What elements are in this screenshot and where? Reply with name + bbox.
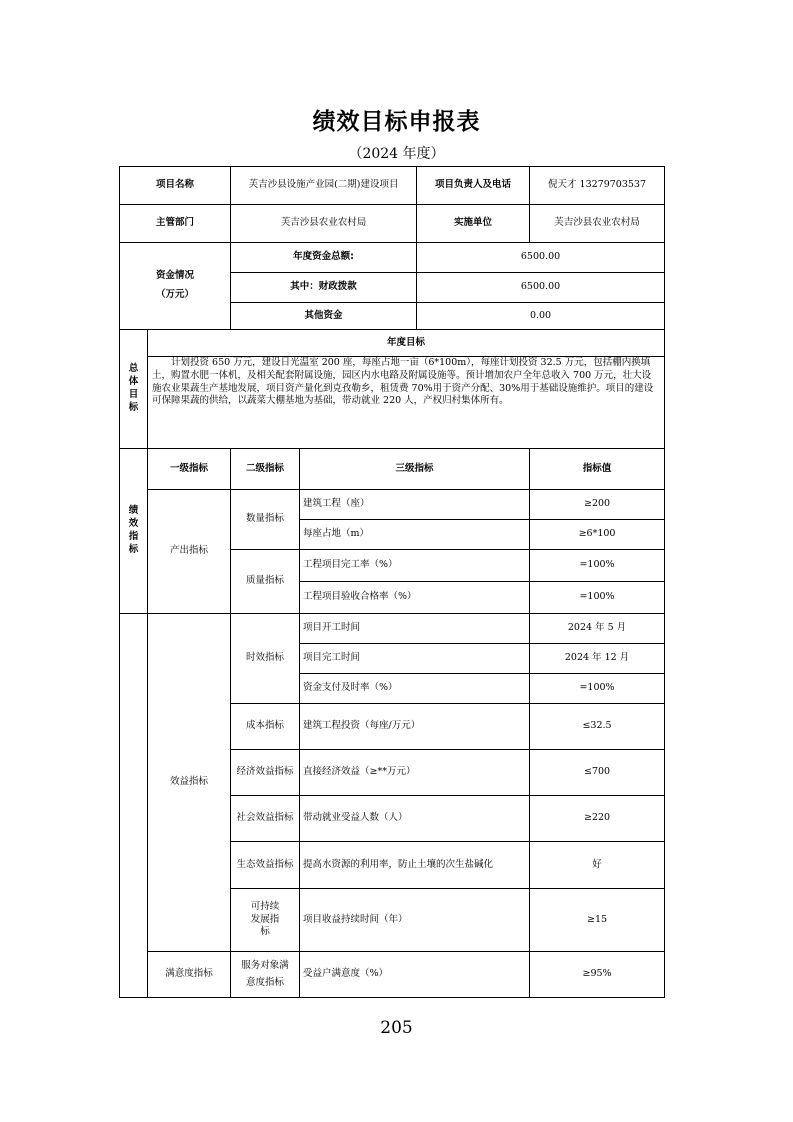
social-indicator-label: 社会效益指标 <box>231 796 300 842</box>
page-subtitle: （2024 年度） <box>348 146 445 162</box>
indicator-side-char: 绩 <box>128 505 139 517</box>
implementing-unit-label: 实施单位 <box>417 205 530 243</box>
department-row <box>120 205 665 243</box>
annual-goal-paragraph: 计划投资 650 万元，建设日光温室 200 座，每座占地一亩（6*100m），每座计划投资 32.5 万元，包括棚内换填土，购置水肥一体机，及相关配套附属设施，园区内水电路及附属设施等。预计增加农户全年总收入 700 万元，壮大设施农业果蔬生产基地发展，项目资产量化到克孜勒乡，租赁费 70%用于资产分配、30%用于基础设施维护。项目的建设可保障果蔬的供给，以蔬菜大棚基地为基础，带动就业 220 人，产权归村集体所有。 <box>152 357 654 407</box>
indicator-name: 工程项目完工率（%） <box>300 550 530 582</box>
project-leader-label: 项目负责人及电话 <box>417 167 530 205</box>
header-level2: 二级指标 <box>231 449 300 490</box>
satisfaction-indicator-label: 满意度指标 <box>148 952 231 998</box>
indicator-value: ≥6*100 <box>530 520 665 550</box>
project-name-row <box>120 167 665 205</box>
table-row <box>120 614 665 644</box>
quality-indicator-label: 质量指标 <box>231 550 300 614</box>
goal-side-char: 体 <box>128 376 139 388</box>
department-value: 芙吉沙县农业农村局 <box>231 205 417 243</box>
implementing-unit-value: 芙吉沙县农业农村局 <box>530 205 665 243</box>
indicator-value: =100% <box>530 582 665 614</box>
goal-side-char: 目 <box>128 389 139 400</box>
sustainable-indicator-label: 可持续发展指标 <box>231 889 300 952</box>
indicator-value: ≥220 <box>530 796 665 842</box>
table-row <box>120 952 665 998</box>
output-indicator-label: 产出指标 <box>148 490 231 614</box>
service-satisfaction-label: 服务对象满意度指标 <box>231 952 300 998</box>
indicator-name: 带动就业受益人数（人） <box>300 796 530 842</box>
indicator-name: 建筑工程投资（每座/万元） <box>300 704 530 750</box>
indicator-name: 工程项目验收合格率（%） <box>300 582 530 614</box>
indicator-value: ≤32.5 <box>530 704 665 750</box>
ecological-indicator-label: 生态效益指标 <box>231 842 300 889</box>
goal-side-char: 标 <box>128 401 139 413</box>
funds-total-value: 6500.00 <box>417 243 665 273</box>
indicator-name: 建筑工程（座） <box>300 490 530 520</box>
economic-indicator-label: 经济效益指标 <box>231 750 300 796</box>
indicator-side-blank <box>120 614 148 998</box>
quantity-indicator-label: 数量指标 <box>231 490 300 550</box>
funds-label-line2: （万元） <box>156 289 195 300</box>
performance-goal-table <box>119 166 665 998</box>
department-label: 主管部门 <box>120 205 231 243</box>
indicator-value: ≥15 <box>530 889 665 952</box>
page-title: 绩效目标申报表 <box>312 109 481 135</box>
indicator-name: 每座占地（m） <box>300 520 530 550</box>
indicator-value: ≥200 <box>530 490 665 520</box>
indicator-name: 提高水资源的利用率，防止土壤的次生盐碱化 <box>300 842 530 889</box>
indicator-name: 项目完工时间 <box>300 644 530 674</box>
annual-goal-text <box>148 357 665 449</box>
header-level3: 三级指标 <box>300 449 530 490</box>
goal-side-char: 总 <box>128 363 139 375</box>
indicator-value: 2024 年 5 月 <box>530 614 665 644</box>
benefit-indicator-label: 效益指标 <box>148 614 231 952</box>
indicator-value: =100% <box>530 674 665 704</box>
indicator-side-char: 标 <box>128 543 139 555</box>
indicator-name: 受益户满意度（%） <box>300 952 530 998</box>
indicator-name: 项目收益持续时间（年） <box>300 889 530 952</box>
indicator-value: ≥95% <box>530 952 665 998</box>
indicator-side-char: 效 <box>128 518 139 530</box>
funds-other-value: 0.00 <box>417 303 665 330</box>
performance-indicator-side-label <box>120 449 148 614</box>
goal-header-row <box>120 330 665 357</box>
funds-other-label: 其他资金 <box>231 303 417 330</box>
indicator-value: =100% <box>530 550 665 582</box>
indicator-name: 资金支付及时率（%） <box>300 674 530 704</box>
funds-label-line1: 资金情况 <box>156 270 195 282</box>
indicator-value: ≤700 <box>530 750 665 796</box>
indicator-side-char: 指 <box>128 531 139 542</box>
project-leader-value: 倪天才 13279703537 <box>530 167 665 205</box>
indicator-name: 直接经济效益（≥**万元） <box>300 750 530 796</box>
timeliness-indicator-label: 时效指标 <box>231 614 300 704</box>
indicator-name: 项目开工时间 <box>300 614 530 644</box>
indicator-header-row <box>120 449 665 490</box>
project-name-value: 芙吉沙县设施产业园(二期)建设项目 <box>231 167 417 205</box>
header-value: 指标值 <box>530 449 665 490</box>
funds-label <box>120 243 231 330</box>
funds-fiscal-value: 6500.00 <box>417 273 665 303</box>
header-level1: 一级指标 <box>148 449 231 490</box>
indicator-value: 2024 年 12 月 <box>530 644 665 674</box>
overall-goal-side-label <box>120 330 148 449</box>
table-row <box>120 490 665 520</box>
funds-total-row <box>120 243 665 273</box>
annual-goal-header: 年度目标 <box>148 330 665 357</box>
goal-text-row <box>120 357 665 449</box>
project-name-label: 项目名称 <box>120 167 231 205</box>
indicator-value: 好 <box>530 842 665 889</box>
page-number: 205 <box>380 1018 413 1038</box>
funds-total-label: 年度资金总额: <box>231 243 417 273</box>
funds-fiscal-label: 其中：财政拨款 <box>231 273 417 303</box>
cost-indicator-label: 成本指标 <box>231 704 300 750</box>
